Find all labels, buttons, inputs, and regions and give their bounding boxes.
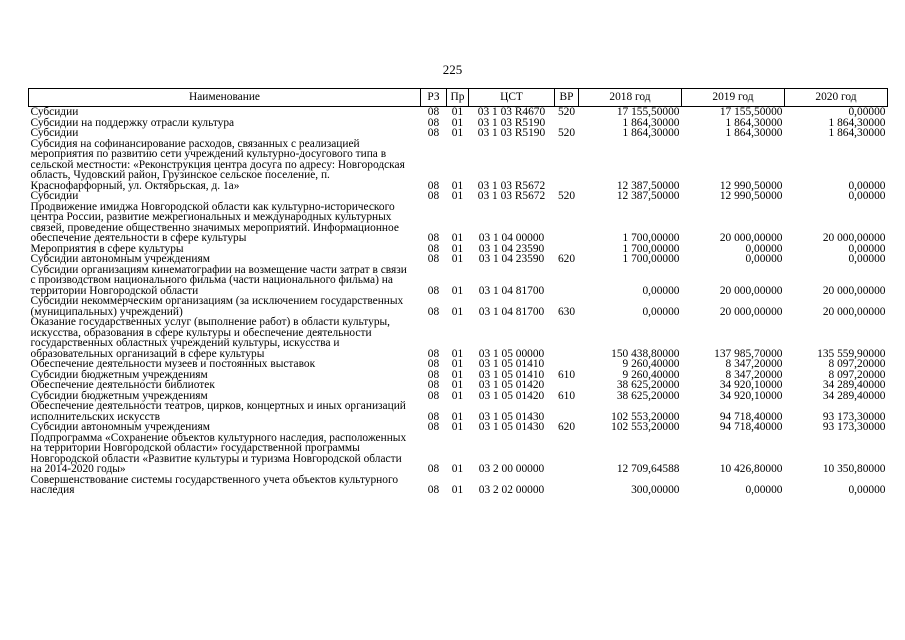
cell-vr: 520 — [557, 127, 576, 139]
cell-name: Субсидии — [30, 127, 79, 139]
cell-vr: 520 — [557, 106, 576, 118]
cell-cst: 03 1 05 01420 — [478, 379, 545, 391]
cell-2020: 93 173,30000 — [822, 410, 886, 423]
cell-2018: 9 260,40000 — [622, 368, 680, 381]
budget-table-body — [29, 107, 888, 496]
table-row — [29, 128, 888, 139]
cell-rz: 08 — [427, 347, 440, 360]
cell-rz: 08 — [427, 305, 440, 318]
cell-vr: 620 — [557, 253, 576, 265]
cell-pr: 01 — [451, 484, 464, 496]
cell-name: Продвижение имиджа Новгородской области как культурно-исторического центра России, развитие межрегиональных и международных культурных связей, проведение общественно значимых мероприятий. Информационное обеспечение деятельности в сфере культуры — [30, 200, 399, 244]
cell-pr: 01 — [451, 379, 464, 391]
cell-name: Субсидии некоммерческим организациям (за исключением государственных (муниципальных) учреждений) — [30, 295, 404, 318]
cell-rz: 08 — [427, 190, 440, 202]
cell-vr — [555, 265, 579, 297]
cell-name: Субсидии — [30, 190, 79, 202]
cell-rz: 08 — [427, 232, 440, 244]
cell-name: Обеспечение деятельности библиотек — [30, 379, 215, 391]
cell-cst: 03 1 04 00000 — [478, 232, 545, 244]
col-header-name: Наименование — [29, 89, 421, 107]
cell-pr: 01 — [451, 106, 464, 118]
cell-name: Субсидии автономным учреждениям — [30, 253, 210, 265]
cell-vr: 610 — [557, 389, 576, 402]
table-row — [29, 359, 888, 370]
cell-2019: 94 718,40000 — [719, 410, 783, 423]
cell-2019: 12 990,50000 — [719, 179, 783, 192]
col-header-cst: ЦСТ — [469, 89, 555, 107]
cell-cst: 03 2 00 00000 — [478, 463, 545, 475]
cell-2018: 12 387,50000 — [616, 179, 680, 192]
cell-cst: 03 1 05 01430 — [478, 410, 545, 423]
cell-name: Совершенствование системы государственного учета объектов культурного наследия — [30, 473, 399, 496]
cell-2020: 34 289,40000 — [822, 379, 886, 391]
cell-cst: 03 1 04 23590 — [478, 253, 545, 265]
cell-2018: 1 864,30000 — [622, 127, 680, 139]
cell-2020: 20 000,00000 — [822, 305, 886, 318]
cell-2018: 102 553,20000 — [611, 410, 680, 423]
cell-2019: 0,00000 — [745, 253, 783, 265]
cell-2019: 10 426,80000 — [719, 463, 783, 475]
cell-name: Обеспечение деятельности театров, цирков, концертных и иных организаций исполнительских искусств — [30, 400, 406, 423]
cell-2019: 20 000,00000 — [719, 305, 783, 318]
cell-cst: 03 1 05 01410 — [478, 368, 545, 381]
cell-2018: 38 625,20000 — [616, 379, 680, 391]
cell-2018: 0,00000 — [642, 305, 680, 318]
cell-2019: 12 990,50000 — [719, 190, 783, 202]
cell-pr: 01 — [451, 358, 464, 370]
cell-pr: 01 — [451, 410, 464, 423]
cell-2018: 38 625,20000 — [616, 389, 680, 402]
cell-cst: 03 1 03 R4670 — [477, 106, 546, 118]
cell-name: Оказание государственных услуг (выполнение работ) в области культуры, искусства, образования в сфере культуры и обеспечение деятельности государственных областных учреждений культуры, искусства и образовательных организаций в сфере культуры — [30, 316, 391, 360]
cell-2019: 34 920,10000 — [719, 379, 783, 391]
cell-2018: 1 700,00000 — [622, 242, 680, 255]
cell-vr — [555, 433, 579, 475]
cell-cst: 03 1 03 R5190 — [477, 116, 546, 129]
table-row — [29, 107, 888, 118]
cell-vr: 630 — [557, 305, 576, 318]
table-row — [29, 265, 888, 297]
page-number: 225 — [442, 62, 463, 77]
cell-rz: 08 — [427, 379, 440, 391]
cell-vr — [555, 380, 579, 391]
cell-pr: 01 — [451, 368, 464, 381]
cell-vr — [555, 317, 579, 359]
cell-2018: 12 387,50000 — [616, 190, 680, 202]
cell-cst: 03 1 04 81700 — [478, 284, 545, 297]
table-header-row — [29, 89, 888, 107]
cell-2020: 0,00000 — [848, 484, 886, 496]
cell-name: Субсидии на поддержку отрасли культура — [30, 116, 235, 129]
cell-pr: 01 — [451, 421, 464, 433]
cell-vr — [555, 401, 579, 422]
cell-cst: 03 1 05 01430 — [478, 421, 545, 433]
cell-2019: 0,00000 — [745, 242, 783, 255]
cell-name: Подпрограмма «Сохранение объектов культурного наследия, расположенных на территории Новгородской области» государственной программы Новгородской области «Развитие культуры и туризма Новгородской области на 2014-2020 годы» — [30, 431, 407, 475]
col-header-2020: 2020 год — [785, 89, 888, 107]
budget-table — [28, 88, 888, 496]
cell-2020: 1 864,30000 — [828, 116, 886, 129]
table-row — [29, 317, 888, 359]
cell-2018: 17 155,50000 — [616, 106, 680, 118]
cell-rz: 08 — [427, 284, 440, 297]
cell-2018: 150 438,80000 — [611, 347, 680, 360]
cell-name: Субсидии — [30, 106, 79, 118]
cell-2020: 0,00000 — [848, 253, 886, 265]
cell-pr: 01 — [451, 116, 464, 129]
cell-cst: 03 1 04 23590 — [478, 242, 545, 255]
cell-pr: 01 — [451, 284, 464, 297]
table-row — [29, 191, 888, 202]
cell-2020: 20 000,00000 — [822, 232, 886, 244]
table-row — [29, 254, 888, 265]
cell-rz: 08 — [427, 106, 440, 118]
cell-2018: 102 553,20000 — [611, 421, 680, 433]
cell-2019: 20 000,00000 — [719, 232, 783, 244]
cell-name: Субсидии организациям кинематографии на возмещение части затрат в связи с производством национального фильма (части национального фильма) на территории Новгородской области — [30, 263, 407, 297]
cell-2019: 8 347,20000 — [725, 358, 783, 370]
cell-2018: 300,00000 — [631, 484, 680, 496]
table-row — [29, 401, 888, 422]
cell-rz: 08 — [427, 358, 440, 370]
cell-cst: 03 1 03 R5672 — [477, 179, 546, 192]
cell-cst: 03 1 05 00000 — [478, 347, 545, 360]
cell-pr: 01 — [451, 389, 464, 402]
col-header-vr: ВР — [555, 89, 579, 107]
cell-rz: 08 — [427, 484, 440, 496]
cell-vr — [555, 139, 579, 192]
table-row — [29, 433, 888, 475]
cell-name: Субсидия на софинансирование расходов, связанных с реализацией мероприятия по развитию сети учреждений культурно-досугового типа в сельской местности: «Реконструкция центра досуга по адресу: Новгородская область, Чудовский район, Грузинское сельское поселение, п. Краснофарфорный, ул. Октябрьская, д. 1а» — [30, 137, 405, 192]
cell-cst: 03 2 02 00000 — [478, 484, 545, 496]
cell-name: Мероприятия в сфере культуры — [30, 242, 184, 255]
cell-2020: 0,00000 — [848, 106, 886, 118]
cell-2019: 137 985,70000 — [714, 347, 783, 360]
cell-2018: 12 709,64588 — [616, 463, 680, 475]
cell-2020: 34 289,40000 — [822, 389, 886, 402]
cell-pr: 01 — [451, 232, 464, 244]
col-header-pr: Пр — [447, 89, 469, 107]
cell-rz: 08 — [427, 421, 440, 433]
cell-2020: 135 559,90000 — [817, 347, 886, 360]
cell-vr — [555, 202, 579, 244]
cell-name: Субсидии бюджетным учреждениям — [30, 389, 208, 402]
cell-rz: 08 — [427, 253, 440, 265]
cell-name: Обеспечение деятельности музеев и постоянных выставок — [30, 358, 316, 370]
cell-2020: 0,00000 — [848, 190, 886, 202]
cell-2018: 0,00000 — [642, 284, 680, 297]
cell-2018: 1 700,00000 — [622, 253, 680, 265]
cell-pr: 01 — [451, 305, 464, 318]
cell-2020: 8 097,20000 — [828, 358, 886, 370]
cell-cst: 03 1 05 01410 — [478, 358, 545, 370]
cell-vr: 520 — [557, 190, 576, 202]
cell-pr: 01 — [451, 242, 464, 255]
cell-2020: 0,00000 — [848, 242, 886, 255]
col-header-2019: 2019 год — [682, 89, 785, 107]
cell-cst: 03 1 04 81700 — [478, 305, 545, 318]
cell-2018: 9 260,40000 — [622, 358, 680, 370]
cell-cst: 03 1 03 R5190 — [477, 127, 546, 139]
cell-name: Субсидии автономным учреждениям — [30, 421, 210, 433]
cell-2020: 10 350,80000 — [822, 463, 886, 475]
cell-pr: 01 — [451, 253, 464, 265]
cell-rz: 08 — [427, 389, 440, 402]
cell-2019: 34 920,10000 — [719, 389, 783, 402]
cell-2020: 8 097,20000 — [828, 368, 886, 381]
cell-pr: 01 — [451, 190, 464, 202]
cell-2019: 94 718,40000 — [719, 421, 783, 433]
cell-2019: 1 864,30000 — [725, 116, 783, 129]
cell-2019: 1 864,30000 — [725, 127, 783, 139]
cell-cst: 03 1 03 R5672 — [477, 190, 546, 202]
cell-2019: 8 347,20000 — [725, 368, 783, 381]
table-row — [29, 475, 888, 496]
cell-rz: 08 — [427, 368, 440, 381]
col-header-2018: 2018 год — [579, 89, 682, 107]
cell-rz: 08 — [427, 116, 440, 129]
cell-vr: 610 — [557, 368, 576, 381]
cell-2019: 20 000,00000 — [719, 284, 783, 297]
cell-pr: 01 — [451, 347, 464, 360]
cell-2019: 17 155,50000 — [719, 106, 783, 118]
cell-2018: 1 864,30000 — [622, 116, 680, 129]
cell-pr: 01 — [451, 179, 464, 192]
cell-rz: 08 — [427, 410, 440, 423]
table-row — [29, 202, 888, 244]
cell-2019: 0,00000 — [745, 484, 783, 496]
cell-name: Субсидии бюджетным учреждениям — [30, 368, 208, 381]
cell-2020: 93 173,30000 — [822, 421, 886, 433]
cell-2020: 20 000,00000 — [822, 284, 886, 297]
cell-rz: 08 — [427, 179, 440, 192]
cell-2018: 1 700,00000 — [622, 232, 680, 244]
cell-vr: 620 — [557, 421, 576, 433]
cell-rz: 08 — [427, 127, 440, 139]
cell-pr: 01 — [451, 463, 464, 475]
cell-cst: 03 1 05 01420 — [478, 389, 545, 402]
cell-rz: 08 — [427, 242, 440, 255]
table-row — [29, 139, 888, 192]
cell-vr — [555, 475, 579, 496]
cell-rz: 08 — [427, 463, 440, 475]
table-row — [29, 296, 888, 317]
cell-pr: 01 — [451, 127, 464, 139]
col-header-rz: РЗ — [421, 89, 447, 107]
table-row — [29, 422, 888, 433]
cell-vr — [555, 359, 579, 370]
cell-2020: 0,00000 — [848, 179, 886, 192]
cell-2020: 1 864,30000 — [828, 127, 886, 139]
table-row — [29, 380, 888, 391]
